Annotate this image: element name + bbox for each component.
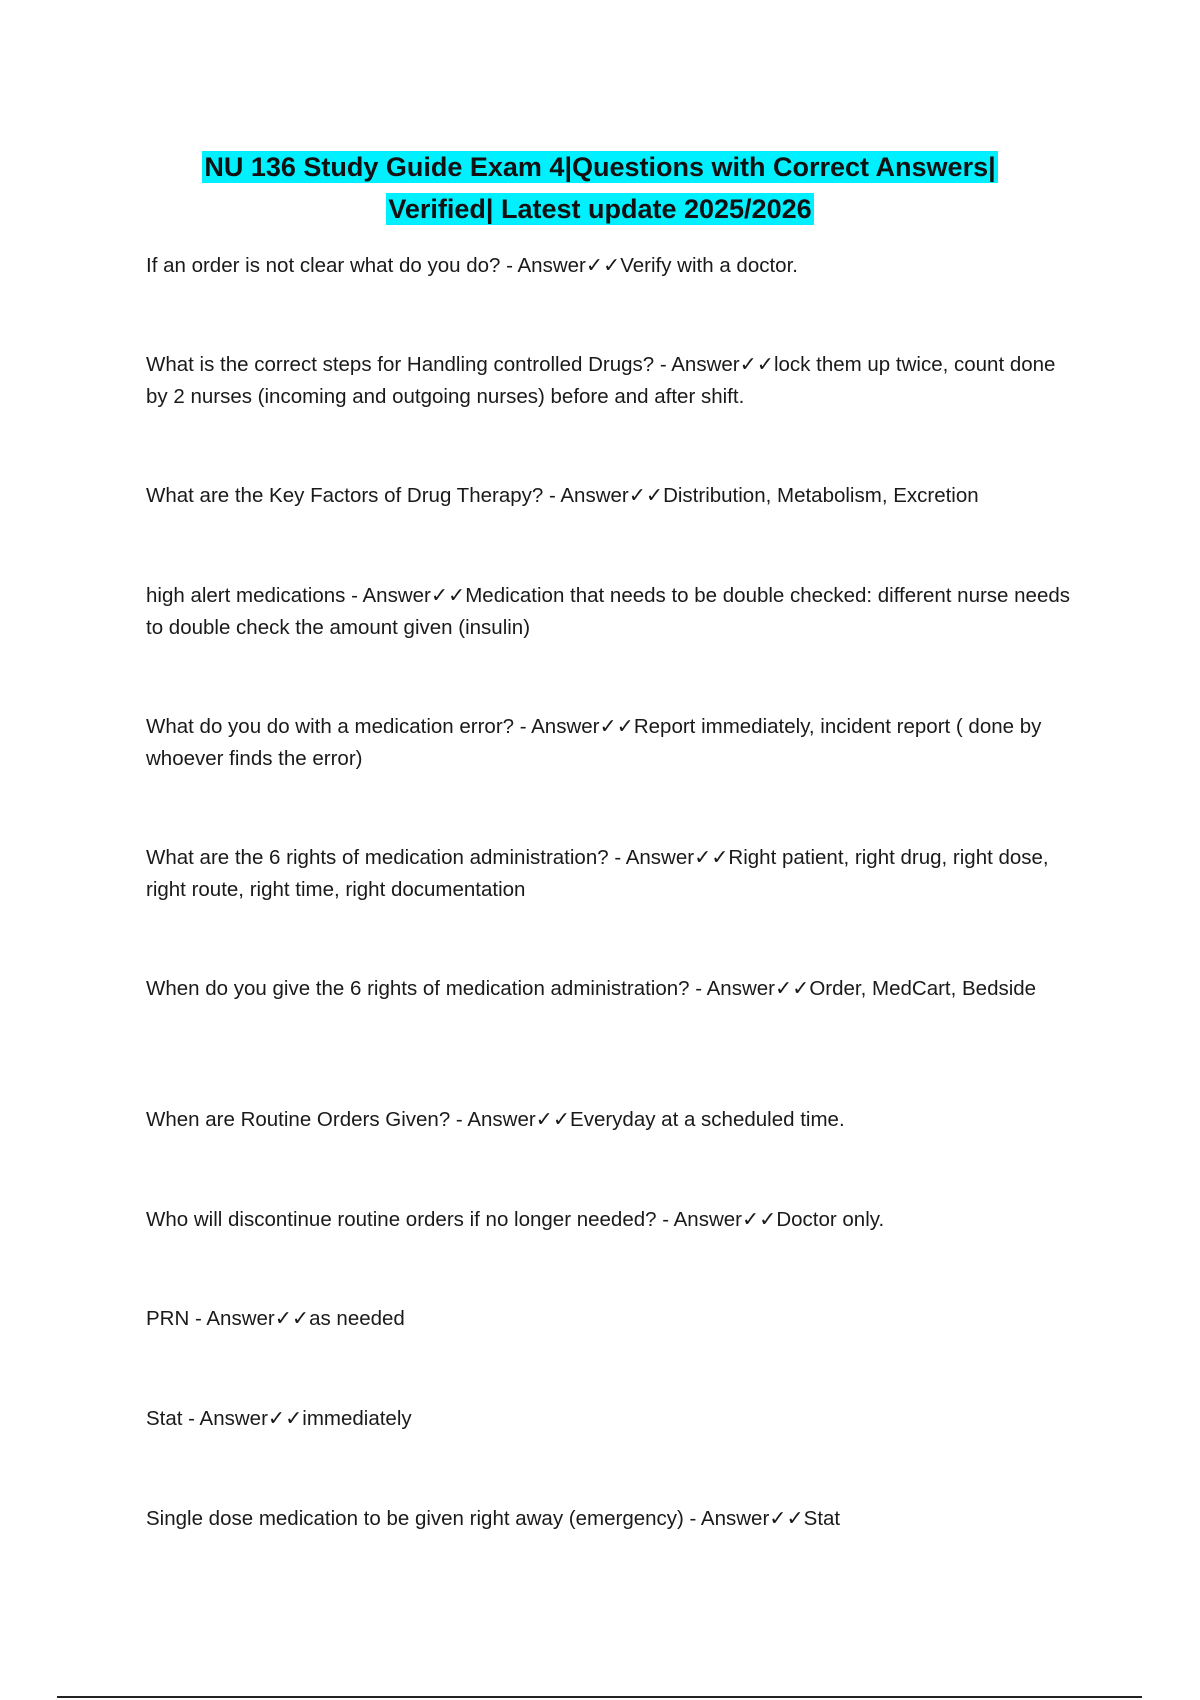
qa-item-11: Stat - Answer✓✓immediately (146, 1407, 412, 1430)
qa-item-10: PRN - Answer✓✓as needed (146, 1307, 405, 1330)
qa-item-7: When do you give the 6 rights of medication administration? - Answer✓✓Order, MedCart, Bedside (146, 977, 1037, 1000)
qa-item-5: What do you do with a medication error? - Answer✓✓Report immediately, incident report ( done by whoever finds the error) (146, 715, 1042, 770)
qa-item-4: high alert medications - Answer✓✓Medication that needs to be double checked: different nurse needs to double check the amount given (insulin) (146, 584, 1071, 639)
page-bottom-rule (57, 1696, 1142, 1698)
qa-item-1: If an order is not clear what do you do? - Answer✓✓Verify with a doctor. (146, 254, 798, 277)
qa-item-8: When are Routine Orders Given? - Answer✓✓Everyday at a scheduled time. (146, 1108, 845, 1131)
qa-item-9: Who will discontinue routine orders if no longer needed? - Answer✓✓Doctor only. (146, 1208, 885, 1231)
qa-item-12: Single dose medication to be given right away (emergency) - Answer✓✓Stat (146, 1507, 841, 1530)
qa-item-2: What is the correct steps for Handling controlled Drugs? - Answer✓✓lock them up twice, count done by 2 nurses (incoming and outgoing nurses) before and after shift. (146, 353, 1056, 408)
qa-item-3: What are the Key Factors of Drug Therapy? - Answer✓✓Distribution, Metabolism, Excretion (146, 484, 979, 507)
qa-item-6: What are the 6 rights of medication administration? - Answer✓✓Right patient, right drug, right dose, right route, right time, right documentation (146, 846, 1049, 901)
title-line-1: NU 136 Study Guide Exam 4|Questions with Correct Answers| (204, 152, 996, 182)
document-title (140, 146, 1060, 230)
title-line-2: Verified| Latest update 2025/2026 (388, 194, 812, 224)
